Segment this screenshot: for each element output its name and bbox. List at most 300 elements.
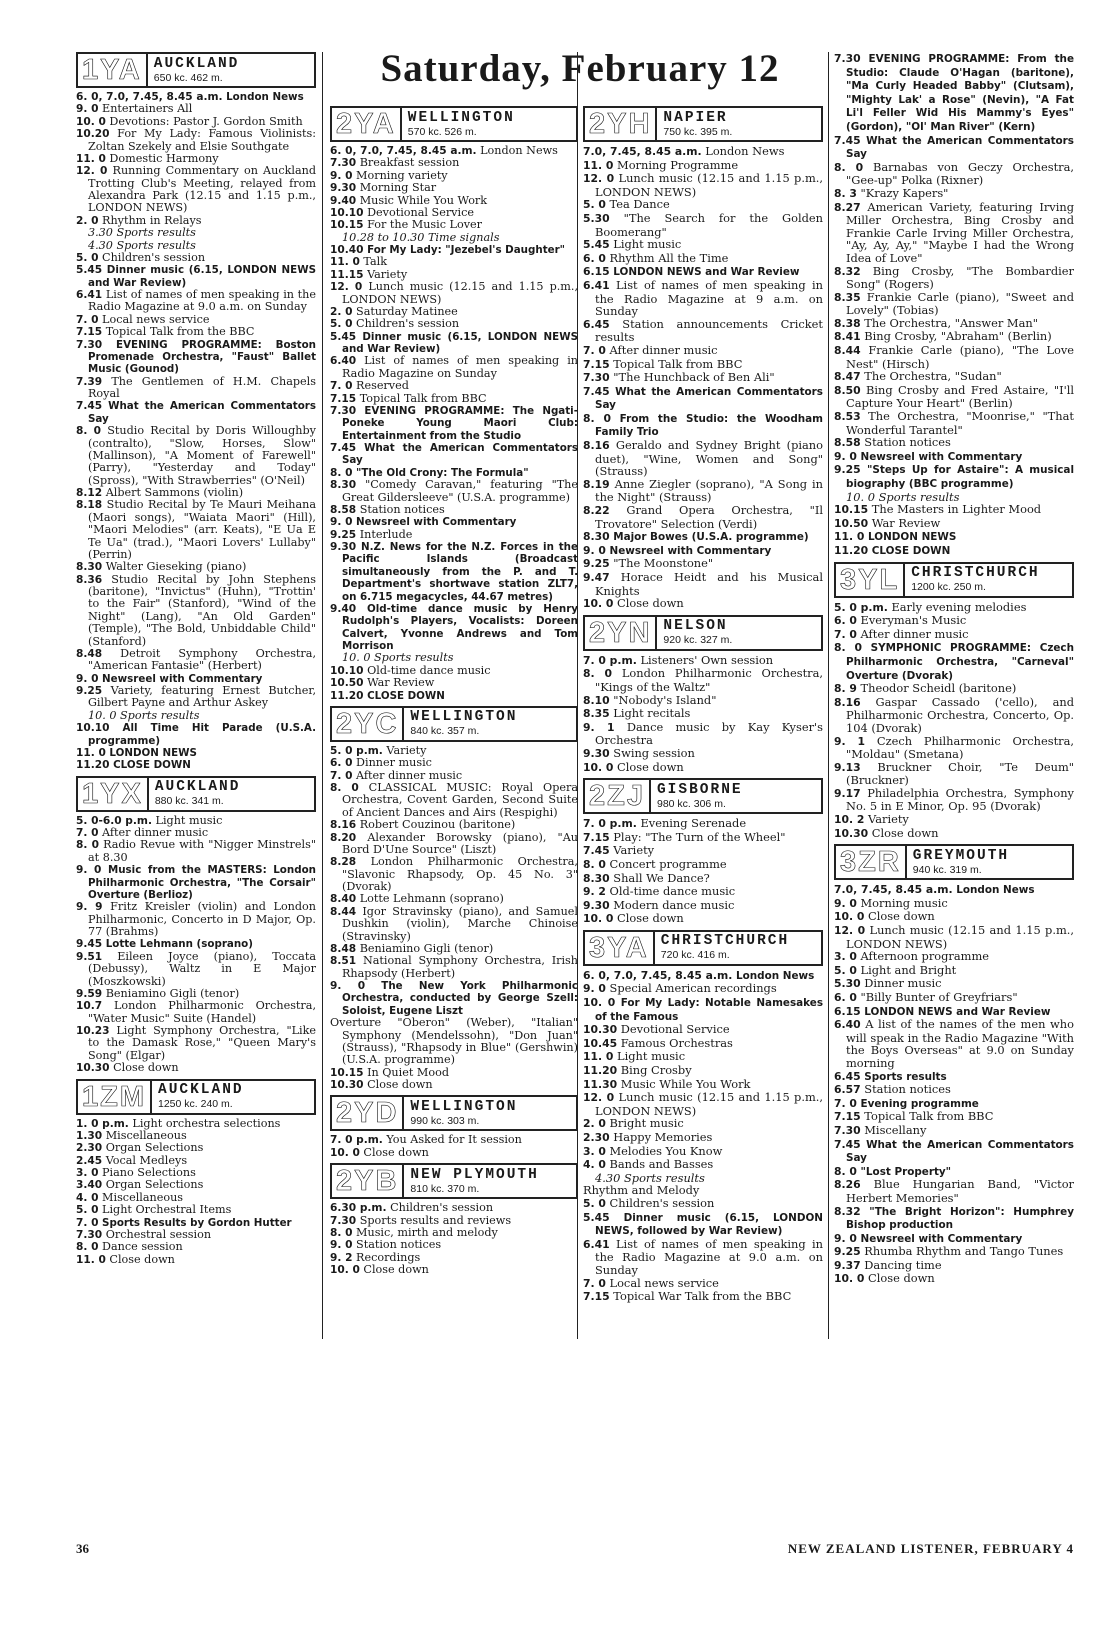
program-time: 10. 0 <box>583 912 614 926</box>
program-item <box>834 1232 1074 1246</box>
program-description: "The Hunchback of Ben Ali" <box>613 370 775 385</box>
station-header <box>76 776 316 812</box>
program-time: 8.12 <box>76 487 103 499</box>
program-item <box>330 529 578 541</box>
program-description: Rhythm and Melody <box>583 1183 700 1198</box>
program-description: For the Music Lover <box>367 218 483 232</box>
program-description: For My Lady: Notable Namesakes of the Famous <box>595 997 823 1023</box>
program-description: Domestic Harmony <box>109 151 219 165</box>
program-time: 8.22 <box>583 504 610 518</box>
program-time: 11. 0 <box>76 1253 106 1266</box>
program-time: 9.25 <box>76 685 103 697</box>
program-description: London News <box>736 969 815 982</box>
program-time: 8.40 <box>330 893 357 906</box>
program-time: 5.45 <box>76 264 103 277</box>
program-time: 7. 0 <box>330 769 353 782</box>
program-item <box>583 1117 823 1131</box>
program-description: Entertainers All <box>102 102 193 116</box>
program-time: 7. 0 p.m. <box>583 817 637 831</box>
program-time: 7. 0 <box>583 343 606 357</box>
program-time: 11. 0 <box>76 746 106 759</box>
program-description: Topical Talk from BBC <box>864 1109 994 1124</box>
program-time: 3. 0 <box>583 1144 606 1158</box>
program-description: Blue Hungarian Band, "Victor Herbert Memories" <box>846 1177 1074 1205</box>
program-description: Evening programme <box>860 1097 979 1110</box>
program-item <box>834 641 1074 682</box>
program-description: Sports results and reviews <box>359 1213 512 1227</box>
station-header <box>330 706 578 742</box>
program-description: Close down <box>363 1263 429 1276</box>
program-description: For My Lady: Famous Violinists: Zoltan Szekely and Elsie Southgate <box>88 127 316 153</box>
program-description: Igor Stravinsky (piano), and Samuel Dushkin (violin), Marche Chinoise (Stravinsky) <box>342 904 578 943</box>
program-time: 10.40 <box>330 244 364 256</box>
program-time: 8.53 <box>834 410 861 424</box>
program-description: Light music <box>613 237 682 252</box>
program-time: 10.10 <box>330 206 364 219</box>
station-city: GISBORNE <box>656 781 743 798</box>
station-header <box>834 562 1074 598</box>
program-time: 8.32 <box>834 1204 861 1218</box>
program-item <box>583 1037 823 1051</box>
program-time: 9.51 <box>76 950 103 963</box>
program-item <box>834 1124 1074 1138</box>
station-listing <box>834 844 1074 1286</box>
program-description: Recordings <box>356 1250 421 1264</box>
program-description: LONDON NEWS <box>109 746 197 759</box>
program-item <box>583 172 823 198</box>
program-item <box>330 1079 578 1091</box>
program-time: 2. 0 <box>76 214 99 227</box>
program-time: 9.47 <box>583 571 610 584</box>
station-callsign: 3YA <box>585 932 655 964</box>
station-header <box>330 106 578 142</box>
station-frequency: 1200 kc. 250 m. <box>911 581 986 594</box>
program-item <box>583 1290 823 1304</box>
program-time: 7.15 <box>583 357 610 371</box>
program-item <box>330 980 578 1017</box>
column-4 <box>834 52 1074 1337</box>
program-item <box>330 331 578 356</box>
program-description: 10.28 to 10.30 Time signals <box>342 230 500 244</box>
program-time: 11. 0 <box>330 256 360 269</box>
program-description: Bands and Basses <box>609 1157 714 1172</box>
program-item <box>583 996 823 1023</box>
program-time: 11.20 <box>330 689 364 702</box>
program-time: 9.17 <box>834 786 861 800</box>
program-time: 5. 0 <box>76 1204 99 1217</box>
program-time: 11. 0 <box>583 158 614 172</box>
program-time: 5.45 <box>583 238 610 252</box>
program-time: 9. 0 <box>834 1231 857 1245</box>
program-description: Grand Opera Orchestra, "Il Trovatore" Selection (Verdi) <box>595 503 823 531</box>
program-time: 8. 0 <box>76 839 99 852</box>
program-description: Children's session <box>390 1201 494 1215</box>
program-time: 8.58 <box>834 436 861 450</box>
station-callsign: 2YH <box>585 108 657 140</box>
program-description: "Krazy Kapers" <box>860 185 949 200</box>
station-city: GREYMOUTH <box>912 847 1010 864</box>
program-description: Robert Couzinou (baritone) <box>359 818 516 832</box>
program-description: Famous Orchestras <box>620 1035 733 1050</box>
program-description: London News <box>705 144 785 158</box>
program-description: 10. 0 Sports results <box>342 651 454 665</box>
program-description: All Time Hit Parade (U.S.A. programme) <box>88 722 316 747</box>
station-frequency: 980 kc. 306 m. <box>656 797 726 810</box>
program-item <box>834 265 1074 291</box>
program-item <box>834 614 1074 628</box>
program-item <box>583 694 823 708</box>
program-time: 10. 0 <box>834 1272 865 1286</box>
program-item <box>834 950 1074 964</box>
program-time: 8.51 <box>330 955 357 968</box>
program-description: What the American Commentators Say <box>342 442 578 467</box>
program-description: Newsreel with Commentary <box>102 672 263 685</box>
program-item <box>583 667 823 693</box>
program-time: 10.30 <box>76 1062 110 1075</box>
program-time: 7.15 <box>583 830 610 844</box>
program-time: 2.45 <box>76 1154 103 1167</box>
program-description: Children's session <box>609 1195 715 1210</box>
program-time: 8.58 <box>330 503 357 516</box>
station-callsign: 3ZR <box>836 846 907 878</box>
program-time: 9.40 <box>330 194 357 207</box>
program-description: 3.30 Sports results <box>88 226 196 240</box>
program-description: Close down <box>109 1252 175 1266</box>
program-time: 8.50 <box>834 383 861 397</box>
station-callsign: 1YX <box>78 778 149 810</box>
program-item <box>583 912 823 926</box>
column-3 <box>583 106 823 1337</box>
program-description: Sports results <box>864 1070 947 1083</box>
station-listing <box>583 930 823 1304</box>
program-description: A list of the names of the men who will speak in the Radio Magazine "With the Boys Overseas" at 9.0 on Sunday morning <box>846 1017 1074 1070</box>
program-description: 10. 0 Sports results <box>88 708 200 722</box>
program-description: National Symphony Orchestra, Irish Rhapsody (Herbert) <box>342 954 578 980</box>
program-item <box>330 690 578 702</box>
program-description: Orchestral session <box>105 1227 212 1241</box>
program-time: 8.10 <box>583 693 610 707</box>
program-description: "Steps Up for Astaire": A musical biography (BBC programme) <box>846 464 1074 490</box>
program-time: 7. 0 <box>330 380 353 393</box>
program-description: EVENING PROGRAMME: From the Studio: Claude O'Hagan (baritone), "Ma Curly Headed Babby" (Clutsam), "Mighty Lak' a Rose" (Nevin), "A Fat Li'l Feller Wid His Mammy's Eyes" (Gordon), "Ol' Man River" (Kern) <box>846 53 1074 133</box>
station-frequency: 920 kc. 327 m. <box>663 634 733 647</box>
program-item <box>583 721 823 747</box>
program-description: London News <box>480 144 558 157</box>
program-description: Evening Serenade <box>640 816 747 831</box>
station-listing <box>834 52 1074 558</box>
program-description: Station notices <box>356 1238 442 1252</box>
program-item <box>76 264 316 289</box>
program-time: 7.39 <box>76 375 103 388</box>
program-description: Light recitals <box>613 706 691 721</box>
program-description: Lunch music (12.15 and 1.15 p.m., LONDON NEWS) <box>595 171 823 199</box>
program-description: Theodor Scheidl (baritone) <box>860 681 1017 696</box>
program-item <box>583 198 823 212</box>
program-time: 5. 0 <box>76 251 99 264</box>
program-description: The New York Philharmonic Orchestra, conducted by George Szell: Soloist, Eugene Liszt <box>342 980 578 1017</box>
column-2 <box>330 106 578 1337</box>
program-item <box>834 317 1074 331</box>
program-item <box>583 597 823 611</box>
program-item <box>330 232 578 244</box>
program-time: 9.40 <box>330 602 357 615</box>
program-description: Saturday Matinee <box>356 304 458 318</box>
station-listing <box>76 776 316 1075</box>
program-time: 9. 2 <box>330 1251 353 1264</box>
program-time: 8.30 <box>76 561 103 574</box>
program-time: 7.0, 7.45, 8.45 a.m. <box>834 883 953 897</box>
program-description: Organ Selections <box>105 1141 204 1155</box>
program-time: 6.41 <box>76 289 103 301</box>
program-item <box>583 761 823 775</box>
station-header <box>583 615 823 651</box>
program-description: What the American Commentators Say <box>846 134 1074 161</box>
program-description: 10. 0 Sports results <box>846 489 960 504</box>
program-time: 10. 0 <box>330 1264 360 1276</box>
program-time: 8.30 <box>330 479 357 492</box>
program-description: Breakfast session <box>359 156 460 170</box>
program-time: 6. 0 <box>834 614 857 628</box>
program-time: 9. 0 <box>330 1239 353 1252</box>
program-description: Lotte Lehmann (soprano) <box>105 938 253 951</box>
program-time: 9.30 <box>583 898 610 912</box>
program-description: Swing session <box>613 745 695 760</box>
program-time: 10.50 <box>330 677 364 690</box>
program-time: 6. 0 <box>834 991 857 1004</box>
program-item <box>330 442 578 467</box>
program-time: 9.45 <box>76 938 103 951</box>
program-time: 6.30 p.m. <box>330 1202 387 1215</box>
program-item <box>834 897 1074 911</box>
program-time: 8. 0 <box>583 411 611 425</box>
station-city: NAPIER <box>663 109 728 126</box>
station-listing <box>583 778 823 926</box>
program-time: 10. 0 <box>583 597 614 611</box>
program-time: 10. 2 <box>834 813 865 827</box>
program-time: 8.16 <box>583 439 610 453</box>
program-time: 9. 0 <box>834 896 857 910</box>
program-description: Running Commentary on Auckland Trotting Club's Meeting, relayed from Alexandra Park (12.15 and 1.15 p.m., LONDON NEWS) <box>88 164 316 215</box>
program-description: "The Bright Horizon": Humphrey Bishop production <box>846 1205 1074 1232</box>
program-item <box>583 1238 823 1277</box>
program-description: EVENING PROGRAMME: Boston Promenade Orchestra, "Faust" Ballet Music (Gounod) <box>88 338 316 376</box>
page-headline: Saturday, February 12 <box>380 47 780 90</box>
program-item <box>583 159 823 173</box>
station-header <box>330 1095 578 1131</box>
program-description: Albert Sammons (violin) <box>105 486 244 499</box>
program-item <box>76 648 316 673</box>
program-description: 4.30 Sports results <box>595 1170 705 1185</box>
program-time: 10. 0 <box>583 996 616 1010</box>
program-item <box>583 858 823 872</box>
program-time: 11.20 <box>583 1064 618 1078</box>
program-time: 9. 0 <box>330 980 366 992</box>
program-description: Gaspar Cassado ('cello), and Philharmonic Orchestra, Concerto, Op. 104 (Dvorak) <box>846 694 1074 735</box>
program-description: Bing Crosby, "Abraham" (Berlin) <box>864 329 1052 344</box>
program-item <box>330 603 578 653</box>
program-time: 10.15 <box>330 219 364 232</box>
program-time: 7.30 <box>330 157 357 170</box>
program-time: 8. 0 <box>330 466 353 479</box>
program-time: 8.48 <box>330 942 357 955</box>
program-description: Close down <box>868 909 935 924</box>
program-description: Special American recordings <box>609 981 777 996</box>
program-item <box>583 872 823 886</box>
program-time: 6.45 <box>583 317 610 331</box>
program-item <box>330 479 578 504</box>
program-time: 6. 0, 7.0, 7.45, 8.45 a.m. <box>330 145 477 157</box>
station-header <box>583 106 823 142</box>
station-frequency: 1250 kc. 240 m. <box>158 1098 233 1110</box>
program-description: Topical War Talk from the BBC <box>613 1289 792 1304</box>
program-description: SYMPHONIC PROGRAMME: Czech Philharmonic Orchestra, "Carneval" Overture (Dvorak) <box>846 642 1074 682</box>
program-time: 8.36 <box>76 573 103 586</box>
program-item <box>330 541 578 603</box>
program-description: Light Orchestral Items <box>102 1203 232 1217</box>
program-description: Studio Recital by Doris Willoughby (contralto), "Slow, Horses, Slow" (Mallinson), "A Moment of Farewell" (Parry), "Yesterday and Today" (Spross), "With Strawberries" (O'Neil) <box>88 424 316 487</box>
station-frequency: 810 kc. 370 m. <box>410 1182 480 1195</box>
program-time: 8. 0 <box>834 160 864 174</box>
program-time: 9.59 <box>76 987 103 1000</box>
station-frequency: 880 kc. 341 m. <box>154 795 224 808</box>
program-item <box>834 761 1074 787</box>
program-item <box>834 1205 1074 1232</box>
program-description: Beniamino Gigli (tenor) <box>105 986 240 1000</box>
program-description: List of names of men speaking in the Radio Magazine at 9.0 a.m. on Sunday <box>88 288 316 314</box>
station-listing <box>330 1095 578 1159</box>
program-item <box>583 279 823 318</box>
program-time: 10.30 <box>583 1023 618 1037</box>
program-description: N.Z. News for the N.Z. Forces in the Pacific Islands (Broadcast simultaneously from the P. and T. Department's shortwave station ZLT7, on 6.715 megacycles, 44.67 metres) <box>342 541 578 603</box>
program-time: 10. 0 <box>330 1146 360 1159</box>
program-description: Newsreel with Commentary <box>356 516 517 529</box>
program-item <box>834 410 1074 436</box>
program-time: 8.30 <box>583 530 610 544</box>
program-item <box>583 252 823 266</box>
program-item <box>834 977 1074 991</box>
program-time: 7.0, 7.45, 8.45 a.m. <box>583 145 702 158</box>
program-description: "Lost Property" <box>860 1165 952 1178</box>
station-callsign: 2ZJ <box>585 780 651 812</box>
program-time: 10.10 <box>76 722 110 735</box>
program-time: 10. 0 <box>76 115 106 128</box>
program-description: "The Moonstone" <box>613 556 714 571</box>
program-time: 9. 0 <box>76 864 102 877</box>
program-time: 11. 0 <box>834 530 865 544</box>
program-description: Old-time dance music <box>367 663 491 677</box>
program-item <box>76 759 316 771</box>
program-description: Old-time dance music by Henry Rudolph's Players, Vocalists: Doreen Calvert, Yvonne Andrews and Tom Morrison <box>342 602 578 652</box>
program-time: 11.30 <box>583 1077 618 1091</box>
program-description: Reserved <box>356 379 409 393</box>
program-time: 9.37 <box>834 1258 861 1272</box>
program-time: 7.15 <box>583 1290 610 1304</box>
program-description: Lunch music (12.15 and 1.15 p.m., LONDON NEWS) <box>595 1090 823 1118</box>
program-description: War Review <box>871 515 941 530</box>
program-description: Dinner music <box>356 756 432 770</box>
program-description: Dinner music (6.15, LONDON NEWS, followed by War Review) <box>595 1211 823 1238</box>
program-item <box>76 289 316 314</box>
program-description: Dance session <box>102 1240 183 1254</box>
program-item <box>583 478 823 504</box>
program-item <box>834 201 1074 265</box>
program-time: 10. 0 <box>583 760 614 774</box>
program-description: Eileen Joyce (piano), Toccata (Debussy), Waltz in E Major (Moszkowski) <box>88 949 316 988</box>
program-item <box>583 439 823 478</box>
program-time: 7. 0 <box>834 1096 857 1110</box>
program-time: 8.28 <box>330 856 357 869</box>
program-item <box>583 1091 823 1117</box>
station-city: CHRISTCHURCH <box>660 933 790 950</box>
program-description: Music While You Work <box>620 1076 751 1091</box>
station-city: AUCKLAND <box>153 55 240 72</box>
program-item <box>330 832 578 857</box>
program-time: 9.25 <box>834 463 861 477</box>
program-description: "Nobody's Island" <box>613 692 717 707</box>
program-description: Light music <box>617 1049 686 1064</box>
program-item <box>583 747 823 761</box>
program-description: Rhythm in Relays <box>102 213 202 227</box>
program-item <box>583 982 823 996</box>
program-description: The Orchestra, "Moonrise," "That Wonderful Tarantel" <box>846 409 1074 437</box>
program-item <box>834 134 1074 161</box>
program-item <box>834 735 1074 761</box>
program-description: Rhumba Rhythm and Tango Tunes <box>864 1244 1064 1259</box>
program-time: 1.30 <box>76 1129 103 1142</box>
program-item <box>583 1145 823 1159</box>
program-description: Close down <box>617 911 684 926</box>
program-item <box>330 281 578 306</box>
program-description: Music from the MASTERS: London Philharmonic Orchestra, "The Corsair" Overture (Berlioz) <box>88 864 316 901</box>
program-time: 8.16 <box>330 819 357 832</box>
program-time: 8. 0 <box>834 641 862 655</box>
program-time: 7.30 <box>330 404 357 417</box>
program-description: Newsreel with Commentary <box>609 544 772 557</box>
program-time: 12. 0 <box>330 281 363 294</box>
program-time: 7. 0 <box>76 313 99 326</box>
program-item <box>583 1023 823 1037</box>
page-number: 36 <box>76 1541 89 1556</box>
program-time: 10.15 <box>330 1066 364 1079</box>
program-time: 2.30 <box>583 1131 610 1144</box>
program-description: Beniamino Gigli (tenor) <box>359 941 494 955</box>
program-item <box>583 654 823 668</box>
program-description: Piano Selections <box>102 1166 196 1179</box>
program-item <box>834 384 1074 410</box>
program-time: 11. 0 <box>583 1050 614 1064</box>
program-description: After dinner music <box>860 626 969 641</box>
program-description: Miscellany <box>864 1122 927 1137</box>
program-time: 9. 1 <box>834 734 866 748</box>
program-description: Close down <box>363 1145 429 1159</box>
program-item <box>76 326 316 338</box>
program-description: The Gentlemen of H.M. Chapels Royal <box>88 374 316 400</box>
program-description: List of names of men speaking in Radio Magazine on Sunday <box>342 354 578 380</box>
program-item <box>834 1070 1074 1084</box>
program-description: Detroit Symphony Orchestra, "American Fantasie" (Herbert) <box>88 646 316 673</box>
program-time: 2.30 <box>76 1142 103 1155</box>
program-item <box>76 165 316 215</box>
program-description: Walter Gieseking (piano) <box>105 560 247 574</box>
program-time: 7.30 <box>834 52 861 65</box>
program-description: Dancing time <box>864 1257 942 1272</box>
program-time: 8. 3 <box>834 186 857 200</box>
program-description: Topical Talk from the BBC <box>105 325 255 339</box>
program-time: 8.35 <box>834 290 861 304</box>
program-item <box>834 1259 1074 1273</box>
program-item <box>834 813 1074 827</box>
program-item <box>583 358 823 372</box>
